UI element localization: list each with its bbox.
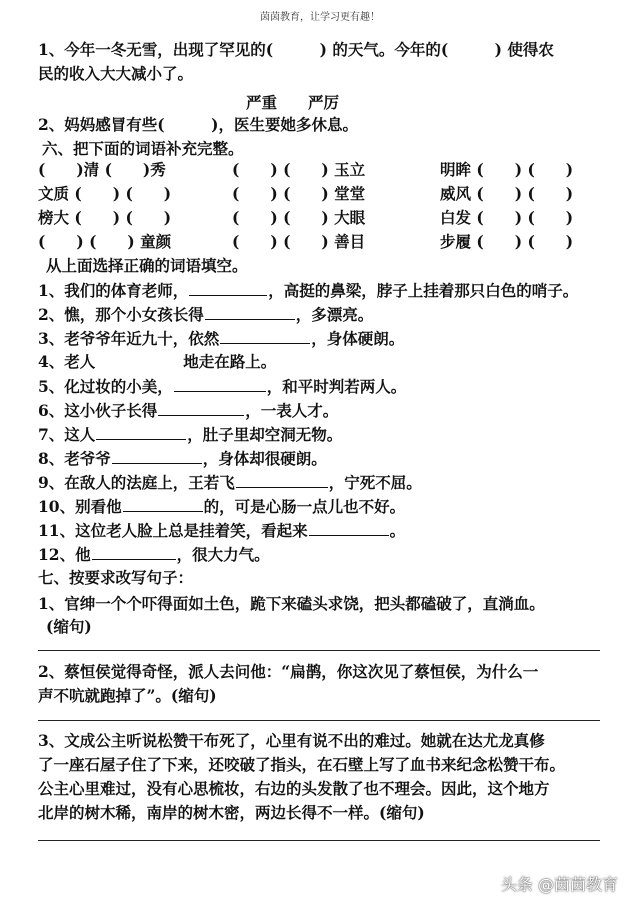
fill-item-pre: 12、他 xyxy=(38,545,91,564)
fill-item xyxy=(38,472,422,493)
fill-item-pre: 6、这小伙子长得 xyxy=(38,401,158,420)
word-cell: ( )清 ( )秀 xyxy=(38,160,166,179)
fill-item-post: ，很大力气。 xyxy=(176,545,270,564)
q1-line-a: 1、今年一冬无雪，出现了罕见的( ) 的天气。今年的( ) 使得农 xyxy=(38,40,554,59)
word-cell: 明眸 ( ) ( ) xyxy=(440,160,574,179)
rewrite-3-line: 了一座石屋子住了下来，还咬破了指头，在石壁上写了血书来纪念松赞干布。 xyxy=(38,755,566,774)
fill-item-post: ，宁死不屈。 xyxy=(328,473,422,492)
answer-blank[interactable] xyxy=(220,328,310,344)
fill-item-pre: 11、这位老人脸上总是挂着笑，看起来 xyxy=(38,521,308,540)
fill-instruction: 从上面选择正确的词语填空。 xyxy=(46,256,248,275)
rewrite-1-line-b: (缩句) xyxy=(46,617,92,636)
rewrite-3-line: 公主心里难过，没有心思梳妆，右边的头发散了也不理会。因此，这个地方 xyxy=(38,779,550,798)
answer-blank[interactable] xyxy=(92,544,176,560)
answer-blank[interactable] xyxy=(174,376,266,392)
word-cell: 白发 ( ) ( ) xyxy=(440,208,574,227)
word-cell: ( ) ( ) 童颜 xyxy=(38,232,172,251)
section7-title: 七、按要求改写句子： xyxy=(38,568,194,587)
word-cell: 威风 ( ) ( ) xyxy=(440,184,574,203)
page-header: 茵茵教育，让学习更有趣！ xyxy=(260,12,380,23)
fill-item-post: ，高挺的鼻梁，脖子上挂着那只白色的哨子。 xyxy=(268,281,579,300)
fill-item xyxy=(38,448,327,469)
word-row xyxy=(38,232,608,252)
answer-line[interactable] xyxy=(38,650,600,651)
fill-item-pre: 2、憔，那个小女孩长得 xyxy=(38,305,204,324)
answer-line[interactable] xyxy=(38,840,600,841)
word-choices: 严重 严厉 xyxy=(246,93,340,112)
fill-item-pre: 5、化过妆的小美， xyxy=(38,377,173,396)
fill-item-pre: 4、老人 xyxy=(38,352,96,371)
answer-line[interactable] xyxy=(38,720,600,721)
section6-title: 六、把下面的词语补充完整。 xyxy=(42,139,244,158)
fill-item-post: ，肚子里却空洞无物。 xyxy=(187,425,343,444)
fill-item-post: ，身体却很硬朗。 xyxy=(202,449,327,468)
fill-item-pre: 1、我们的体育老师， xyxy=(38,281,189,300)
answer-blank[interactable] xyxy=(158,400,244,416)
fill-item xyxy=(38,544,270,565)
word-row xyxy=(38,184,608,204)
rewrite-1-line-a: 1、官绅一个个吓得面如土色，跪下来磕头求饶，把头都磕破了，直淌血。 xyxy=(38,594,545,613)
rewrite-3-line: 北岸的树木稀，南岸的树木密，两边长得不一样。(缩句) xyxy=(38,803,425,822)
fill-item-post: 。 xyxy=(389,521,406,540)
answer-blank[interactable] xyxy=(236,472,328,488)
word-cell: ( ) ( ) 堂堂 xyxy=(232,184,366,203)
fill-item xyxy=(38,352,276,372)
fill-item xyxy=(38,520,405,541)
answer-blank[interactable] xyxy=(205,304,295,320)
answer-blank[interactable] xyxy=(96,424,186,440)
word-cell: ( ) ( ) 善目 xyxy=(232,232,366,251)
fill-item xyxy=(38,400,338,421)
fill-item-post: ，多漂亮。 xyxy=(295,305,374,324)
answer-blank[interactable] xyxy=(189,280,267,296)
fill-item-post: ，和平时判若两人。 xyxy=(266,377,407,396)
fill-item-post: ，一表人才。 xyxy=(245,401,339,420)
fill-item xyxy=(38,496,405,517)
fill-item-post: 的，可是心肠一点儿也不好。 xyxy=(203,497,406,516)
word-cell: 步履 ( ) ( ) xyxy=(440,232,574,251)
fill-item-pre: 9、在敌人的法庭上，王若飞 xyxy=(38,473,235,492)
word-row xyxy=(38,160,608,180)
word-cell: ( ) ( ) 大眼 xyxy=(232,208,366,227)
word-row xyxy=(38,208,608,228)
rewrite-3-line: 3、文成公主听说松赞干布死了，心里有说不出的难过。她就在达尤龙真修 xyxy=(38,731,545,750)
rewrite-2-line-a: 2、蔡恒侯觉得奇怪，派人去问他：“扁鹊，你这次见了蔡恒侯，为什么一 xyxy=(38,662,539,681)
q1-line-b: 民的收入大大减小了。 xyxy=(38,64,194,83)
word-cell: 文质 ( ) ( ) xyxy=(38,184,172,203)
fill-item xyxy=(38,376,406,397)
answer-blank[interactable] xyxy=(123,496,203,512)
answer-blank[interactable] xyxy=(309,520,389,536)
fill-item xyxy=(38,304,373,325)
q2-line: 2、妈妈感冒有些( )，医生要她多休息。 xyxy=(38,115,358,134)
fill-item-post: 地走在路上。 xyxy=(183,352,277,371)
fill-item xyxy=(38,424,342,445)
answer-blank[interactable] xyxy=(112,448,202,464)
fill-item-pre: 10、别看他 xyxy=(38,497,122,516)
rewrite-2-line-b: 声不吭就跑掉了”。(缩句) xyxy=(38,686,217,705)
fill-item xyxy=(38,328,404,349)
fill-item-pre: 7、这人 xyxy=(38,425,96,444)
fill-item-post: ，身体硬朗。 xyxy=(311,329,405,348)
watermark: 头条 @茵茵教育 xyxy=(500,875,618,894)
word-cell: 榜大 ( ) ( ) xyxy=(38,208,172,227)
fill-item-pre: 8、老爷爷 xyxy=(38,449,111,468)
fill-item-pre: 3、老爷爷年近九十，依然 xyxy=(38,329,220,348)
word-cell: ( ) ( ) 玉立 xyxy=(232,160,366,179)
fill-item xyxy=(38,280,578,301)
